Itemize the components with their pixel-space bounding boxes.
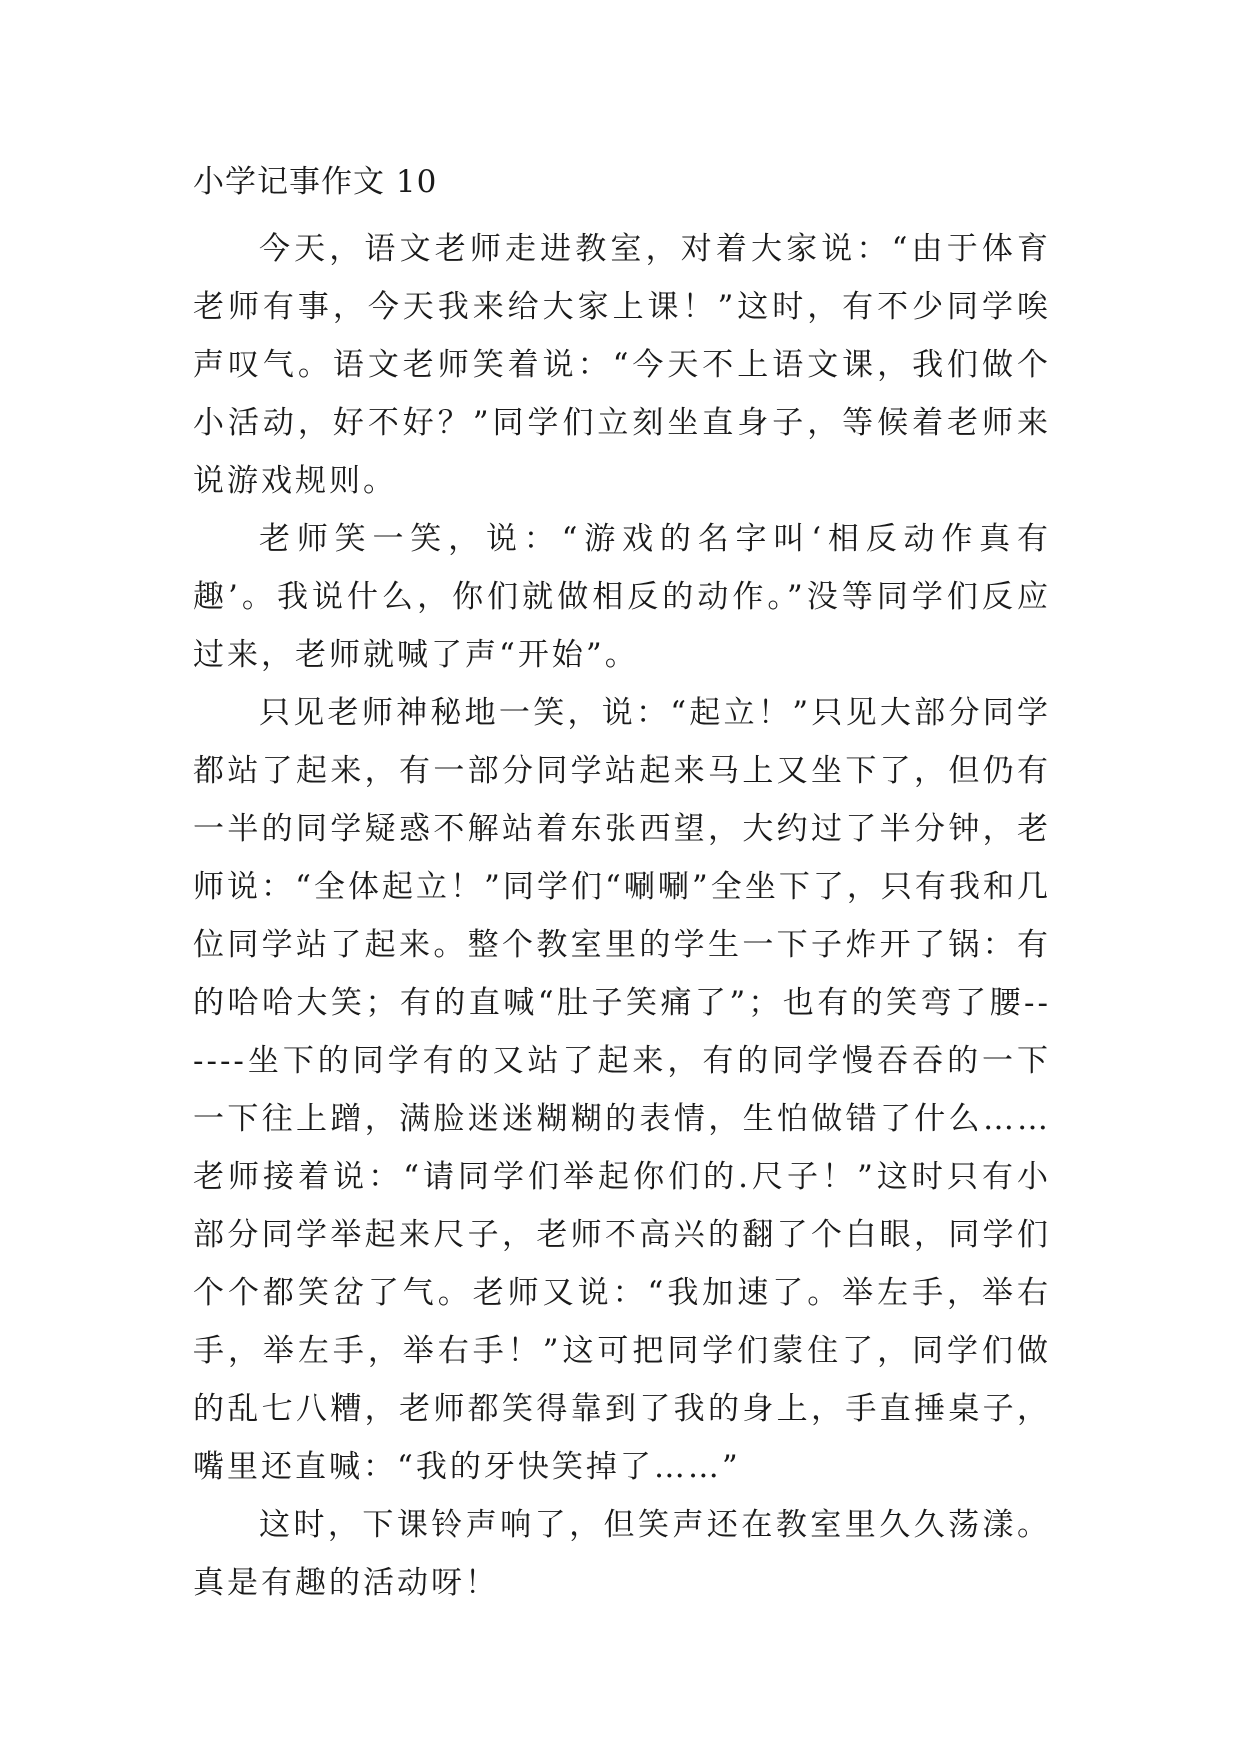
document-body [193,220,1051,1612]
paragraph-2: 老师笑一笑，说：“游戏的名字叫‘相反动作真有趣’。我说什么，你们就做相反的动作。”没等同学们反应过来，老师就喊了声“开始”。 [193,521,1051,673]
paragraph-4: 这时，下课铃声响了，但笑声还在教室里久久荡漾。真是有趣的活动呀！ [193,1507,1051,1601]
document-title: 小学记事作文 10 [193,164,438,200]
document-page [193,162,1051,1612]
paragraph-3: 只见老师神秘地一笑，说：“起立！”只见大部分同学都站了起来，有一部分同学站起来马上又坐下了，但仍有一半的同学疑惑不解站着东张西望，大约过了半分钟，老师说：“全体起立！”同学们“唰唰”全坐下了，只有我和几位同学站了起来。整个教室里的学生一下子炸开了锅：有的哈哈大笑；有的直喊“肚子笑痛了”；也有的笑弯了腰------坐下的同学有的又站了起来，有的同学慢吞吞的一下一下往上蹭，满脸迷迷糊糊的表情，生怕做错了什么……老师接着说：“请同学们举起你们的.尺子！”这时只有小部分同学举起来尺子，老师不高兴的翻了个白眼，同学们个个都笑岔了气。老师又说：“我加速了。举左手，举右手，举左手，举右手！”这可把同学们蒙住了，同学们做的乱七八糟，老师都笑得靠到了我的身上，手直捶桌子，嘴里还直喊：“我的牙快笑掉了……” [193,695,1051,1485]
paragraph-1: 今天，语文老师走进教室，对着大家说：“由于体育老师有事，今天我来给大家上课！”这时，有不少同学唉声叹气。语文老师笑着说：“今天不上语文课，我们做个小活动，好不好？”同学们立刻坐直身子，等候着老师来说游戏规则。 [193,231,1051,499]
